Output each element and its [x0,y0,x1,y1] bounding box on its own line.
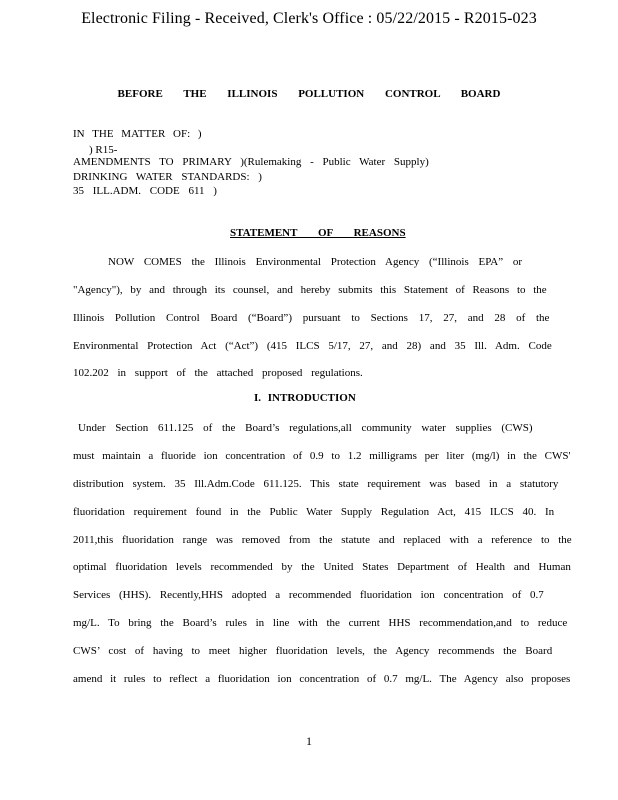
intro-line: fluoridation requirement found in the Public Water Supply Regulation Act, 415 ILCS 40. In [73,506,555,518]
caption-line-standards: DRINKING WATER STANDARDS: ) [73,171,262,183]
board-heading: BEFORE THE ILLINOIS POLLUTION CONTROL BOARD [117,88,501,100]
intro-line: must maintain a fluoride ion concentration of 0.9 to 1.2 milligrams per liter (mg/l) in the CWS' [73,450,571,462]
statement-heading: STATEMENT OF REASONS [230,227,406,239]
statement-line: 102.202 in support of the attached proposed regulations. [73,367,363,379]
caption-line-docket: ) R15- [89,144,118,156]
intro-line: amend it rules to reflect a fluoridation ion concentration of 0.7 mg/L. The Agency also proposes [73,673,571,685]
page-number: 1 [306,734,312,748]
caption-line-matter: IN THE MATTER OF: ) [73,128,202,140]
statement-line: "Agency"), by and through its counsel, and hereby submits this Statement of Reasons to the [73,284,547,296]
statement-line: NOW COMES the Illinois Environmental Protection Agency (“Illinois EPA” or [108,256,523,268]
filing-stamp: Electronic Filing - Received, Clerk's Office : 05/22/2015 - R2015-023 [81,10,537,27]
introduction-heading: I. INTRODUCTION [254,392,356,404]
intro-line: optimal fluoridation levels recommended by the United States Department of Health and Human [73,561,571,573]
statement-line: Illinois Pollution Control Board (“Board”) pursuant to Sections 17, 27, and 28 of the [73,312,550,324]
statement-line: Environmental Protection Act (“Act”) (415 ILCS 5/17, 27, and 28) and 35 Ill. Adm. Code [73,340,552,352]
intro-line: CWS’ cost of having to meet higher fluoridation levels, the Agency recommends the Board [73,645,553,657]
intro-line: mg/L. To bring the Board’s rules in line with the current HHS recommendation,and to reduce [73,617,568,629]
caption-line-code: 35 ILL.ADM. CODE 611 ) [73,185,217,197]
intro-line: Under Section 611.125 of the Board’s regulations,all community water supplies (CWS) [78,422,533,434]
intro-line: distribution system. 35 Ill.Adm.Code 611.125. This state requirement was based in a statutory [73,478,559,490]
caption-line-amendments: AMENDMENTS TO PRIMARY )(Rulemaking - Public Water Supply) [73,156,429,168]
intro-line: Services (HHS). Recently,HHS adopted a recommended fluoridation ion concentration of 0.7 [73,589,544,601]
intro-line: 2011,this fluoridation range was removed from the statute and replaced with a reference to the [73,534,572,546]
